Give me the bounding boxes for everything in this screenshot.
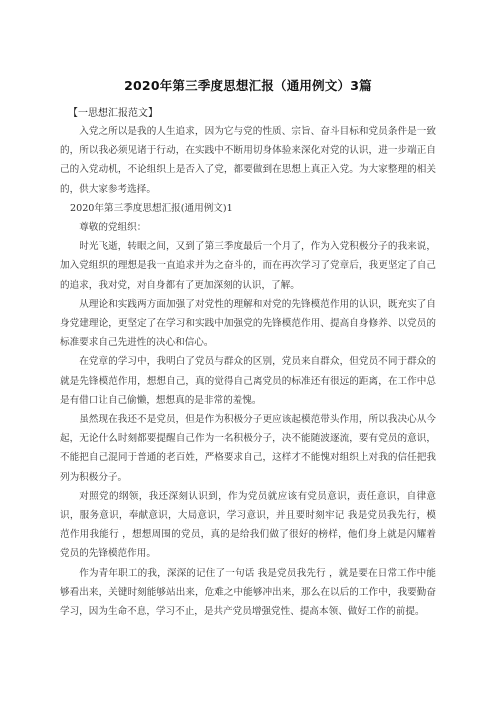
section-label: 【一思想汇报范文】 [68,108,158,119]
body-paragraph-5: 对照党的纲领，我还深刻认识到，作为党员就应该有党员意识，责任意识，自律意识，服务意识，奉献意识，大局意识，学习意识，并且要时刻牢记 我是党员我先行，模范作用我能行 ，想想周围的党员，真的是给我们做了很好的榜样，他们身上就是闪耀着党员的先锋模范作用。 [60,490,436,560]
body-paragraph-1: 时光飞逝，转眼之间，又到了第三季度最后一个月了，作为入党积极分子的我来说，加入党组织的理想是我一直追求并为之奋斗的，而在再次学习了党章后，我更坚定了自己的追求，我对党，对自身都有了更加深刻的认识，了解。 [60,241,436,291]
greeting-line: 尊敬的党组织： [79,222,147,234]
body-paragraph-3: 在党章的学习中，我明白了党员与群众的区别，党员来自群众，但党员不同于群众的就是先锋模范作用，想想自己，真的觉得自己离党员的标准还有很远的距离，在工作中总是有借口让自己偷懒，想想真的是非常的羞愧。 [60,356,436,406]
document-title: 2020年第三季度思想汇报（通用例文）3篇 [124,78,372,93]
body-paragraph-6: 作为青年职工的我，深深的记住了一句话 我是党员我先行 ，就是要在日常工作中能够看出来，关键时刻能够站出来，危难之中能够冲出来，那么在以后的工作中，我要勤奋学习，因为生命不息，学习不止，是共产党员增强党性、提高本领、做好工作的前提。 [60,567,436,618]
report-subheading: 2020年第三季度思想汇报(通用例文)1 [70,202,233,214]
body-paragraph-2: 从理论和实践两方面加强了对党性的理解和对党的先锋模范作用的认识，既充实了自身党建理论，更坚定了在学习和实践中加强党的先锋模范作用、提高自身修养、以党员的标准要求自己先进性的决心和信心。 [60,298,436,349]
intro-paragraph: 入党之所以是我的人生追求，因为它与党的性质、宗旨、奋斗目标和党员条件是一致的，所以我必须见诸于行动，在实践中不断用切身体验来深化对党的认识，进一步端正自己的入党动机，不论组织上是否入了党，都要做到在思想上真正入党。为大家整理的相关的，供大家参考选择。 [60,126,436,195]
body-paragraph-4: 虽然现在我还不是党员，但是作为积极分子更应该起模范带头作用，所以我决心从今起，无论什么时刻都要提醒自己作为一名积极分子，决不能随波逐流，要有党员的意识，不能把自己混同于普通的老百姓，严格要求自己，这样才不能愧对组织上对我的信任把我列为积极分子。 [60,414,436,483]
